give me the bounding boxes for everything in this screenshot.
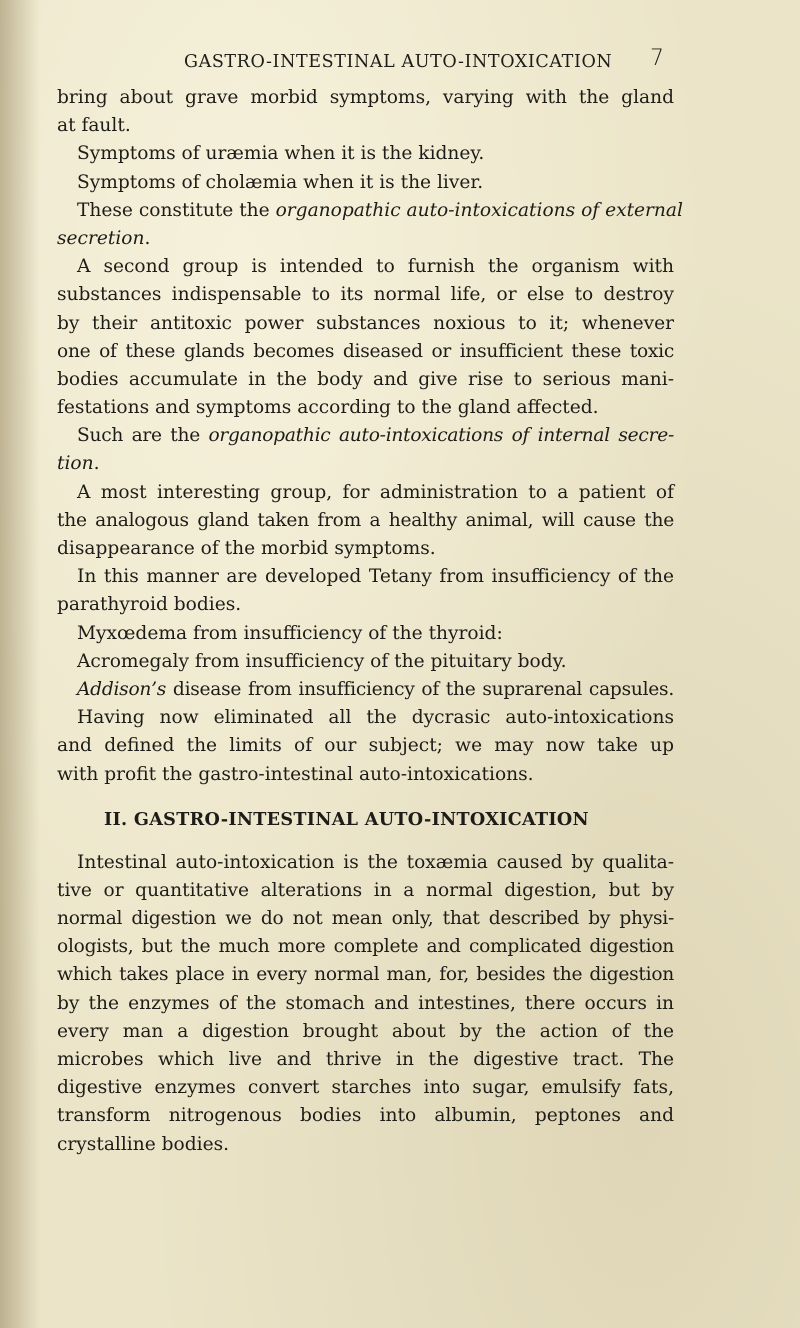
text-run: . xyxy=(93,453,100,475)
text-line: Having now eliminated all the dycrasic auto-intoxications xyxy=(77,707,674,729)
text-line: one of these glands becomes diseased or insufficient these toxic xyxy=(57,340,674,362)
text-line: crystalline bodies. xyxy=(57,1133,230,1155)
text-line: tive or quantitative alterations in a normal digestion, but by xyxy=(57,879,674,901)
text-line: Symptoms of cholæmia when it is the liver. xyxy=(77,171,484,193)
italic-term: organopathic auto-intoxications of internal secre- xyxy=(208,425,675,447)
text-line: microbes which live and thrive in the digestive tract. The xyxy=(57,1049,674,1070)
text-line: A second group is intended to furnish the organism with xyxy=(77,256,674,278)
text-line: In this manner are developed Tetany from insufficiency of the xyxy=(77,566,674,588)
text-line: with profit the gastro-intestinal auto-intoxications. xyxy=(57,763,534,785)
text-line xyxy=(57,225,674,253)
text-line: and defined the limits of our subject; we may now take up xyxy=(57,735,674,757)
text-run: Such are the xyxy=(77,425,209,447)
section-heading: II. GASTRO-INTESTINAL AUTO-INTOXICATION xyxy=(104,808,589,830)
text-line xyxy=(57,197,683,225)
text-line: bodies accumulate in the body and give rise to serious mani- xyxy=(57,368,674,390)
text-line: digestive enzymes convert starches into sugar, emulsify fats, xyxy=(57,1077,674,1099)
text-line: Myxœdema from insufficiency of the thyroid: xyxy=(77,622,503,644)
italic-term: tion xyxy=(57,453,94,475)
text-line: at fault. xyxy=(57,115,131,137)
text-line: Symptoms of uræmia when it is the kidney. xyxy=(77,143,485,165)
text-line xyxy=(57,422,674,450)
text-line: A most interesting group, for administration to a patient of xyxy=(77,481,674,503)
text-line: Intestinal auto-intoxication is the toxæmia caused by qualita- xyxy=(77,851,674,873)
text-line: ologists, but the much more complete and complicated digestion xyxy=(57,936,674,958)
italic-term: organopathic auto-intoxications of external xyxy=(275,199,683,221)
text-line: by their antitoxic power substances noxious to it; whenever xyxy=(57,312,674,334)
text-line: by the enzymes of the stomach and intestines, there occurs in xyxy=(57,992,674,1014)
text-line: bring about grave morbid symptoms, varying with the gland xyxy=(57,87,674,108)
italic-term: Addison’s xyxy=(77,678,167,700)
page-gutter-shadow xyxy=(0,0,40,1328)
text-line: which takes place in every normal man, for, besides the digestion xyxy=(57,964,674,986)
text-line: Acromegaly from insufficiency of the pituitary body. xyxy=(77,650,567,672)
italic-term: secretion xyxy=(57,227,145,249)
text-run: . xyxy=(144,227,151,249)
text-line xyxy=(57,676,674,704)
text-line: normal digestion we do not mean only, that described by physi- xyxy=(57,908,674,930)
text-run: These constitute the xyxy=(77,199,276,221)
text-block xyxy=(57,84,683,1159)
text-line: festations and symptoms according to the gland affected. xyxy=(57,397,599,419)
text-line: the analogous gland taken from a healthy animal, will cause the xyxy=(57,509,674,531)
text-line xyxy=(57,450,674,478)
text-line: transform nitrogenous bodies into albumin, peptones and xyxy=(57,1105,674,1127)
text-line: parathyroid bodies. xyxy=(57,594,242,616)
section-body xyxy=(57,849,674,1159)
running-head: GASTRO-INTESTINAL AUTO-INTOXICATION xyxy=(184,52,613,72)
text-run: disease from insufficiency of the suprarenal capsules. xyxy=(166,678,674,700)
text-line: disappearance of the morbid symptoms. xyxy=(57,538,436,559)
page-number: 7 xyxy=(650,46,664,71)
text-line: substances indispensable to its normal life, or else to destroy xyxy=(57,284,674,306)
text-line: every man a digestion brought about by the action of the xyxy=(57,1020,674,1042)
